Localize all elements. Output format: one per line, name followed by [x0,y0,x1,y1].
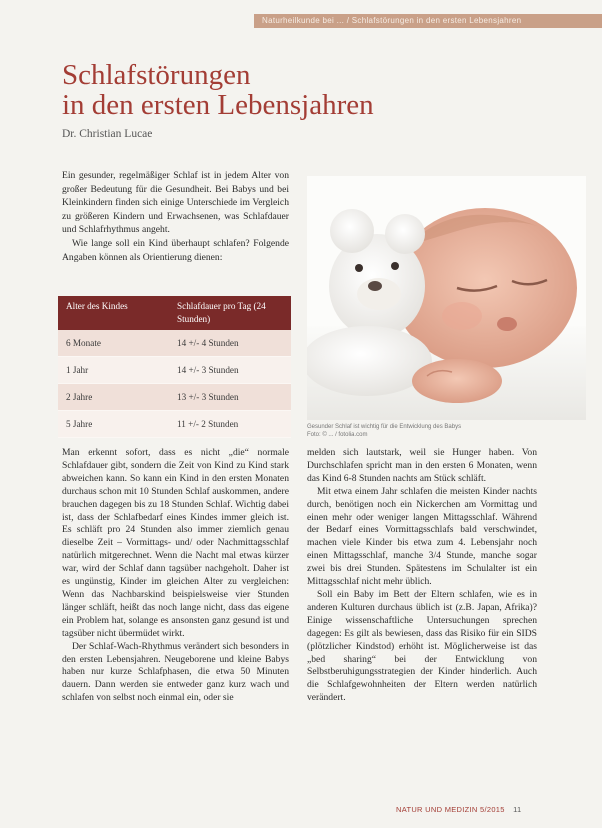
baby-with-teddy-illustration [307,176,586,420]
body-paragraph: Mit etwa einem Jahr schlafen die meisten Kinder nachts durch, benötigen noch ein Nickerchen am Vormittag und einen mehr oder weniger langen Mittagsschlaf. Während der Bedarf eines Vormittagsschlafs bald verschwindet, machen viele Kinder bis etwa zum 4. Lebensjahr noch einen Mittagsschlaf, manche 3/4 Stunde, manche sogar zwei bis drei Stunden. Spätestens im Schulalter ist ein Mittagsschlaf nicht mehr üblich. [307,485,537,588]
intro-paragraph-2: Wie lange soll ein Kind überhaupt schlafen? Folgende Angaben können als Orientierung dienen: [62,237,289,263]
body-paragraph: Man erkennt sofort, dass es nicht „die“ normale Schlafdauer gibt, sondern die Zeit von Kind zu Kind stark abweichen kann. So kann ein Kind in den ersten Monaten durchaus schon mit 10 Stunden Schlaf auskommen, andere brauchen dagegen bis zu 18 Stunden Schlaf. Wichtig dabei ist, dass der Schlafbedarf eines Kindes immer gleich ist. Es schläft pro 24 Stunden also immer ziemlich genau dieselbe Zeit – Vormittags- und/ oder Nachmittagsschlaf natürlich mitgerechnet. Wenn die Nacht mal etwas kürzer war, wird der Schlaf dann tagsüber nachgeholt. Daher ist es ungünstig, Kinder im gleichen Alter zu vergleichen: Wenn das Nachbarskind beispielsweise vier Stunden länger schläft, heißt das noch lange nicht, dass das eigene ein Problem hat, solange es ansonsten ganz gesund ist und tagsüber nicht übermüdet wirkt. [62,447,289,639]
header-duration: Schlafdauer pro Tag (24 Stunden) [169,296,291,330]
header-age: Alter des Kindes [58,296,169,330]
body-column-left [62,447,289,705]
title-line-1: Schlafstörungen [62,59,251,91]
caption-text: Gesunder Schlaf ist wichtig für die Entwicklung des Babys [307,424,462,430]
cell-age: 6 Monate [58,330,169,357]
page-number: 11 [513,805,522,814]
page-footer [396,805,522,814]
cell-duration: 11 +/- 2 Stunden [169,411,291,438]
table-row [58,330,291,357]
cell-duration: 13 +/- 3 Stunden [169,384,291,411]
running-title: Naturheilkunde bei ... / Schlafstörungen in den ersten Lebensjahren [262,16,522,25]
body-paragraph: Der Schlaf-Wach-Rhythmus verändert sich besonders in den ersten Lebensjahren. Neugeborene und kleine Babys haben nur kurze Schlafphasen, die etwa 50 Minuten dauern. Dann werden sie entweder ganz kurz wach und schlafen von selbst noch einmal ein, oder sie [62,640,289,704]
photo-credit: Foto: © ... / fotolia.com [307,432,368,438]
body-paragraph: melden sich lautstark, weil sie Hunger haben. Von Durchschlafen spricht man in den ersten 6 Monaten, wenn das Kind 6-8 Stunden nachts am Stück schläft. [307,447,537,484]
cell-age: 5 Jahre [58,411,169,438]
cell-age: 1 Jahr [58,357,169,384]
table-row [58,357,291,384]
table-row [58,411,291,438]
title-line-2: in den ersten Lebensjahren [62,89,374,121]
article-title [62,60,374,120]
author-byline: Dr. Christian Lucae [62,128,153,140]
cell-age: 2 Jahre [58,384,169,411]
magazine-issue: NATUR UND MEDIZIN 5/2015 [396,805,505,814]
intro-text [62,169,289,264]
photo-caption [307,423,586,439]
sleep-duration-table [58,296,291,438]
intro-paragraph-1: Ein gesunder, regelmäßiger Schlaf ist in jedem Alter von großer Bedeutung für die Gesundheit. Bei Babys und bei Kleinkindern finden sich einige Unterschiede im Vergleich zu größeren Kindern und Erwachsenen, was Schlafdauer und Schlafrhythmus angeht. [62,170,289,236]
sleeping-baby-photo [307,176,586,420]
table-header-row [58,296,291,330]
cell-duration: 14 +/- 3 Stunden [169,357,291,384]
table-row [58,384,291,411]
body-paragraph: Soll ein Baby im Bett der Eltern schlafen, wie es in anderen Kulturen durchaus üblich ist (z.B. Japan, Afrika)? Einige wissenschaftliche Untersuchungen sprechen dagegen: Es gilt als bewiesen, dass das Risiko für ein SIDS (plötzlicher Kindstod) erhöht ist. Möglicherweise ist das „bed sharing“ bei der Entwicklung von Selbstberuhigungsstrategien der Kinder hinderlich. Auch die Schlafgewohnheiten der Eltern werden natürlich verändert. [307,588,537,704]
cell-duration: 14 +/- 4 Stunden [169,330,291,357]
body-column-right [307,447,537,705]
running-header [254,14,602,28]
